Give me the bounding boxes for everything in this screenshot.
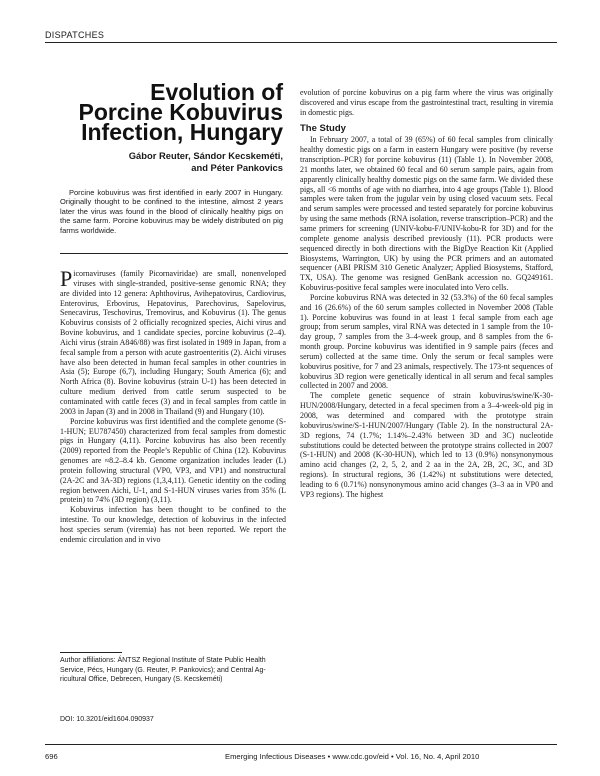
doi: DOI: 10.3201/eid1604.090937 — [60, 716, 154, 723]
title-line-3: Infection, Hungary — [81, 119, 283, 145]
right-column — [300, 88, 553, 500]
affiliation-line: Author affiliations: ÁNTSZ Regional Institute of State Public Health — [60, 657, 266, 664]
author-list — [60, 150, 283, 174]
journal-info: Emerging Infectious Diseases • www.cdc.gov/eid • Vol. 16, No. 4, April 2010 — [225, 752, 480, 761]
section-heading: The Study — [300, 122, 346, 134]
title-line-1: Evolution of — [150, 79, 283, 105]
top-rule — [45, 42, 557, 43]
affiliation-line: ricultural Office, Debrecen, Hungary (S. Kecskeméti) — [60, 676, 223, 684]
affiliation-line: Service, Pécs, Hungary (G. Reuter, P. Pankovics); and Central Ag- — [60, 666, 266, 674]
body-paragraph: Kobuvirus infection has been thought to be confined to the intestine. To our knowledge, detection of kobuvirus in the infected host species serum (viremia) has not been reported. We report the endemic circulation and in vivo — [60, 505, 286, 544]
footer-rule — [45, 744, 557, 745]
body-paragraph: In February 2007, a total of 39 (65%) of 60 fecal samples from clinically healthy domestic pigs on a farm in eastern Hungary were positive (by reverse transcription–PCR) for porcine kobuvirus (11) (Table 1). In November 2008, 21 months later, we obtained 60 fecal and 60 serum sample pairs, again from apparently clinically healthy domestic pigs on the same farm. We divided these pigs, all <6 months of age with no diarrhea, into 4 age groups (Table 1). Blood samples were taken from the jugular vein by using closed vacuum sets. Fecal and serum samples were processed and tested separately for porcine kobuvirus by using the same methods (RNA isolation, reverse transcription–PCR) and the same primers for screening (UNIV-kobu-F/UNIV-kobu-R for 3D) and for the complete genome analysis described previously (11). PCR products were sequenced directly in both directions with the BigDye Reaction Kit (Applied Biosystems, Warrington, UK) by using the PCR primers and an automated sequencer (ABI PRISM 310 Genetic Analyzer; Applied Biosystems, Stafford, TX, USA). The genome was resigned GenBank accession no. GQ249161. Kobuvirus-positive fecal samples were inoculated into Vero cells. — [300, 135, 553, 293]
body-paragraph: The complete genetic sequence of strain kobuvirus/swine/K-30-HUN/2008/Hungary, detected in a fecal specimen from a 3–4-week-old pig in 2008, was determined and compared with the prototype strain kobuvirus/swine/S-1-HUN/2007/Hungary (Table 2). In the nonstructural 2A-3D regions, 74 (1.7%; 1.14%–2.43% between 3D and 3C) nucleotide substitutions could be detected between the prototype strains collected in 2007 (S-1-HUN) and 2008 (K-30-HUN), which led to 13 (0.9%) nonsynonymous amino acid changes (2, 2, 5, 2, and 2 aa in the 2A, 2B, 2C, 3C, and 3D regions). In structural regions, 36 (1.42%) nt substitutions were detected, leading to 6 (0.71%) nonsynonymous amino acid changes (3–3 aa in VP0 and VP3 regions). The highest — [300, 391, 553, 499]
abstract-rule — [60, 253, 288, 254]
body-paragraph: Porcine kobuvirus RNA was detected in 32 (53.3%) of the 60 fecal samples and 16 (26.6%) of the 60 serum samples collected in November 2008 (Table 1). Porcine kobuvirus was found in at least 1 fecal sample from each age group; from serum samples, viral RNA was detected in 1 sample from the 10-day group, 7 samples from the 3–4-week group, and 8 samples from the 6-month group. Porcine kobuvirus was identified in 9 sample pairs (feces and serum) collected at the same time. Only the serum or fecal samples were kobuvirus positive, for 7 and 23 animals, respectively. The 173-nt sequences of kobuvirus 3D region were genetically identical in all serum and fecal samples collected in 2007 and 2008. — [300, 292, 553, 391]
article-title — [60, 79, 283, 145]
intro-paragraph-text: icornaviruses (family Picornaviridae) are small, nonenveloped viruses with single-stranded, positive-sense genomic RNA; they are divided into 12 genera: Aphthovirus, Avihepatovirus, Cardiovirus, Enterovirus, Erbovirus, Hepatovirus, Parechovirus, Sapelovirus, Senecavirus, Teschovirus, Tremovirus, and Kobuvirus (1). The genus Kobuvirus consists of 2 officially recognized species, Aichi virus and Bovine kobuvirus, and 1 candidate species, porcine kobuvirus (2–4). Aichi virus (strain A846/88) was first isolated in 1989 in Japan, from a fecal sample from a person with acute gastroenteritis (2). Aichi viruses have also been detected in human fecal samples in other countries in Asia (5); Europe (6,7), including Hungary; South America (6); and North Africa (8). Bovine kobuvirus (strain U-1) has been detected in culture medium derived from cattle serum suspected to be contaminated with cattle feces (3) and in fecal samples from cattle in 2003 in Japan (3) and in 2008 in Thailand (9) and Hungary (10). — [60, 269, 286, 416]
author-affiliations — [60, 656, 286, 685]
body-paragraph: Porcine kobuvirus was first identified and the complete genome (S-1-HUN; EU787450) characterized from fecal samples from domestic pigs in Hungary (4,11). Porcine kobuvirus has also been recently (2009) reported from the People’s Republic of China (12). Kobuvirus genomes are ≈8.2–8.4 kb. Genome organization includes leader (L) protein following structural (VP0, VP3, and VP1) and nonstructural (2A-2C and 3A-3D) regions (1,3,4,11). Genetic identity on the coding region between Aichi, U-1, and S-1-HUN viruses varies from 35% (L protein) to 74% (3D region) (3,11). — [60, 416, 286, 505]
abstract: Porcine kobuvirus was first identified in early 2007 in Hungary. Originally thought to be confined to the intestine, almost 2 years later the virus was found in the blood of clinically healthy pigs on the same farm. Porcine kobuvirus may be widely distributed on pig farms worldwide. — [60, 188, 283, 235]
title-line-2: Porcine Kobuvirus — [78, 99, 283, 125]
drop-cap: P — [60, 266, 73, 291]
affiliations-rule — [60, 652, 122, 653]
page-number: 696 — [45, 752, 58, 761]
section-label: DISPATCHES — [45, 30, 105, 40]
left-column — [60, 266, 286, 545]
authors-line-1: Gábor Reuter, Sándor Kecskeméti, — [128, 150, 283, 161]
body-paragraph: evolution of porcine kobuvirus on a pig farm where the virus was originally discovered and virus escape from the gastrointestinal tract, resulting in viremia in domestic pigs. — [300, 88, 553, 117]
intro-paragraph — [60, 266, 286, 417]
authors-line-2: and Péter Pankovics — [191, 162, 283, 173]
